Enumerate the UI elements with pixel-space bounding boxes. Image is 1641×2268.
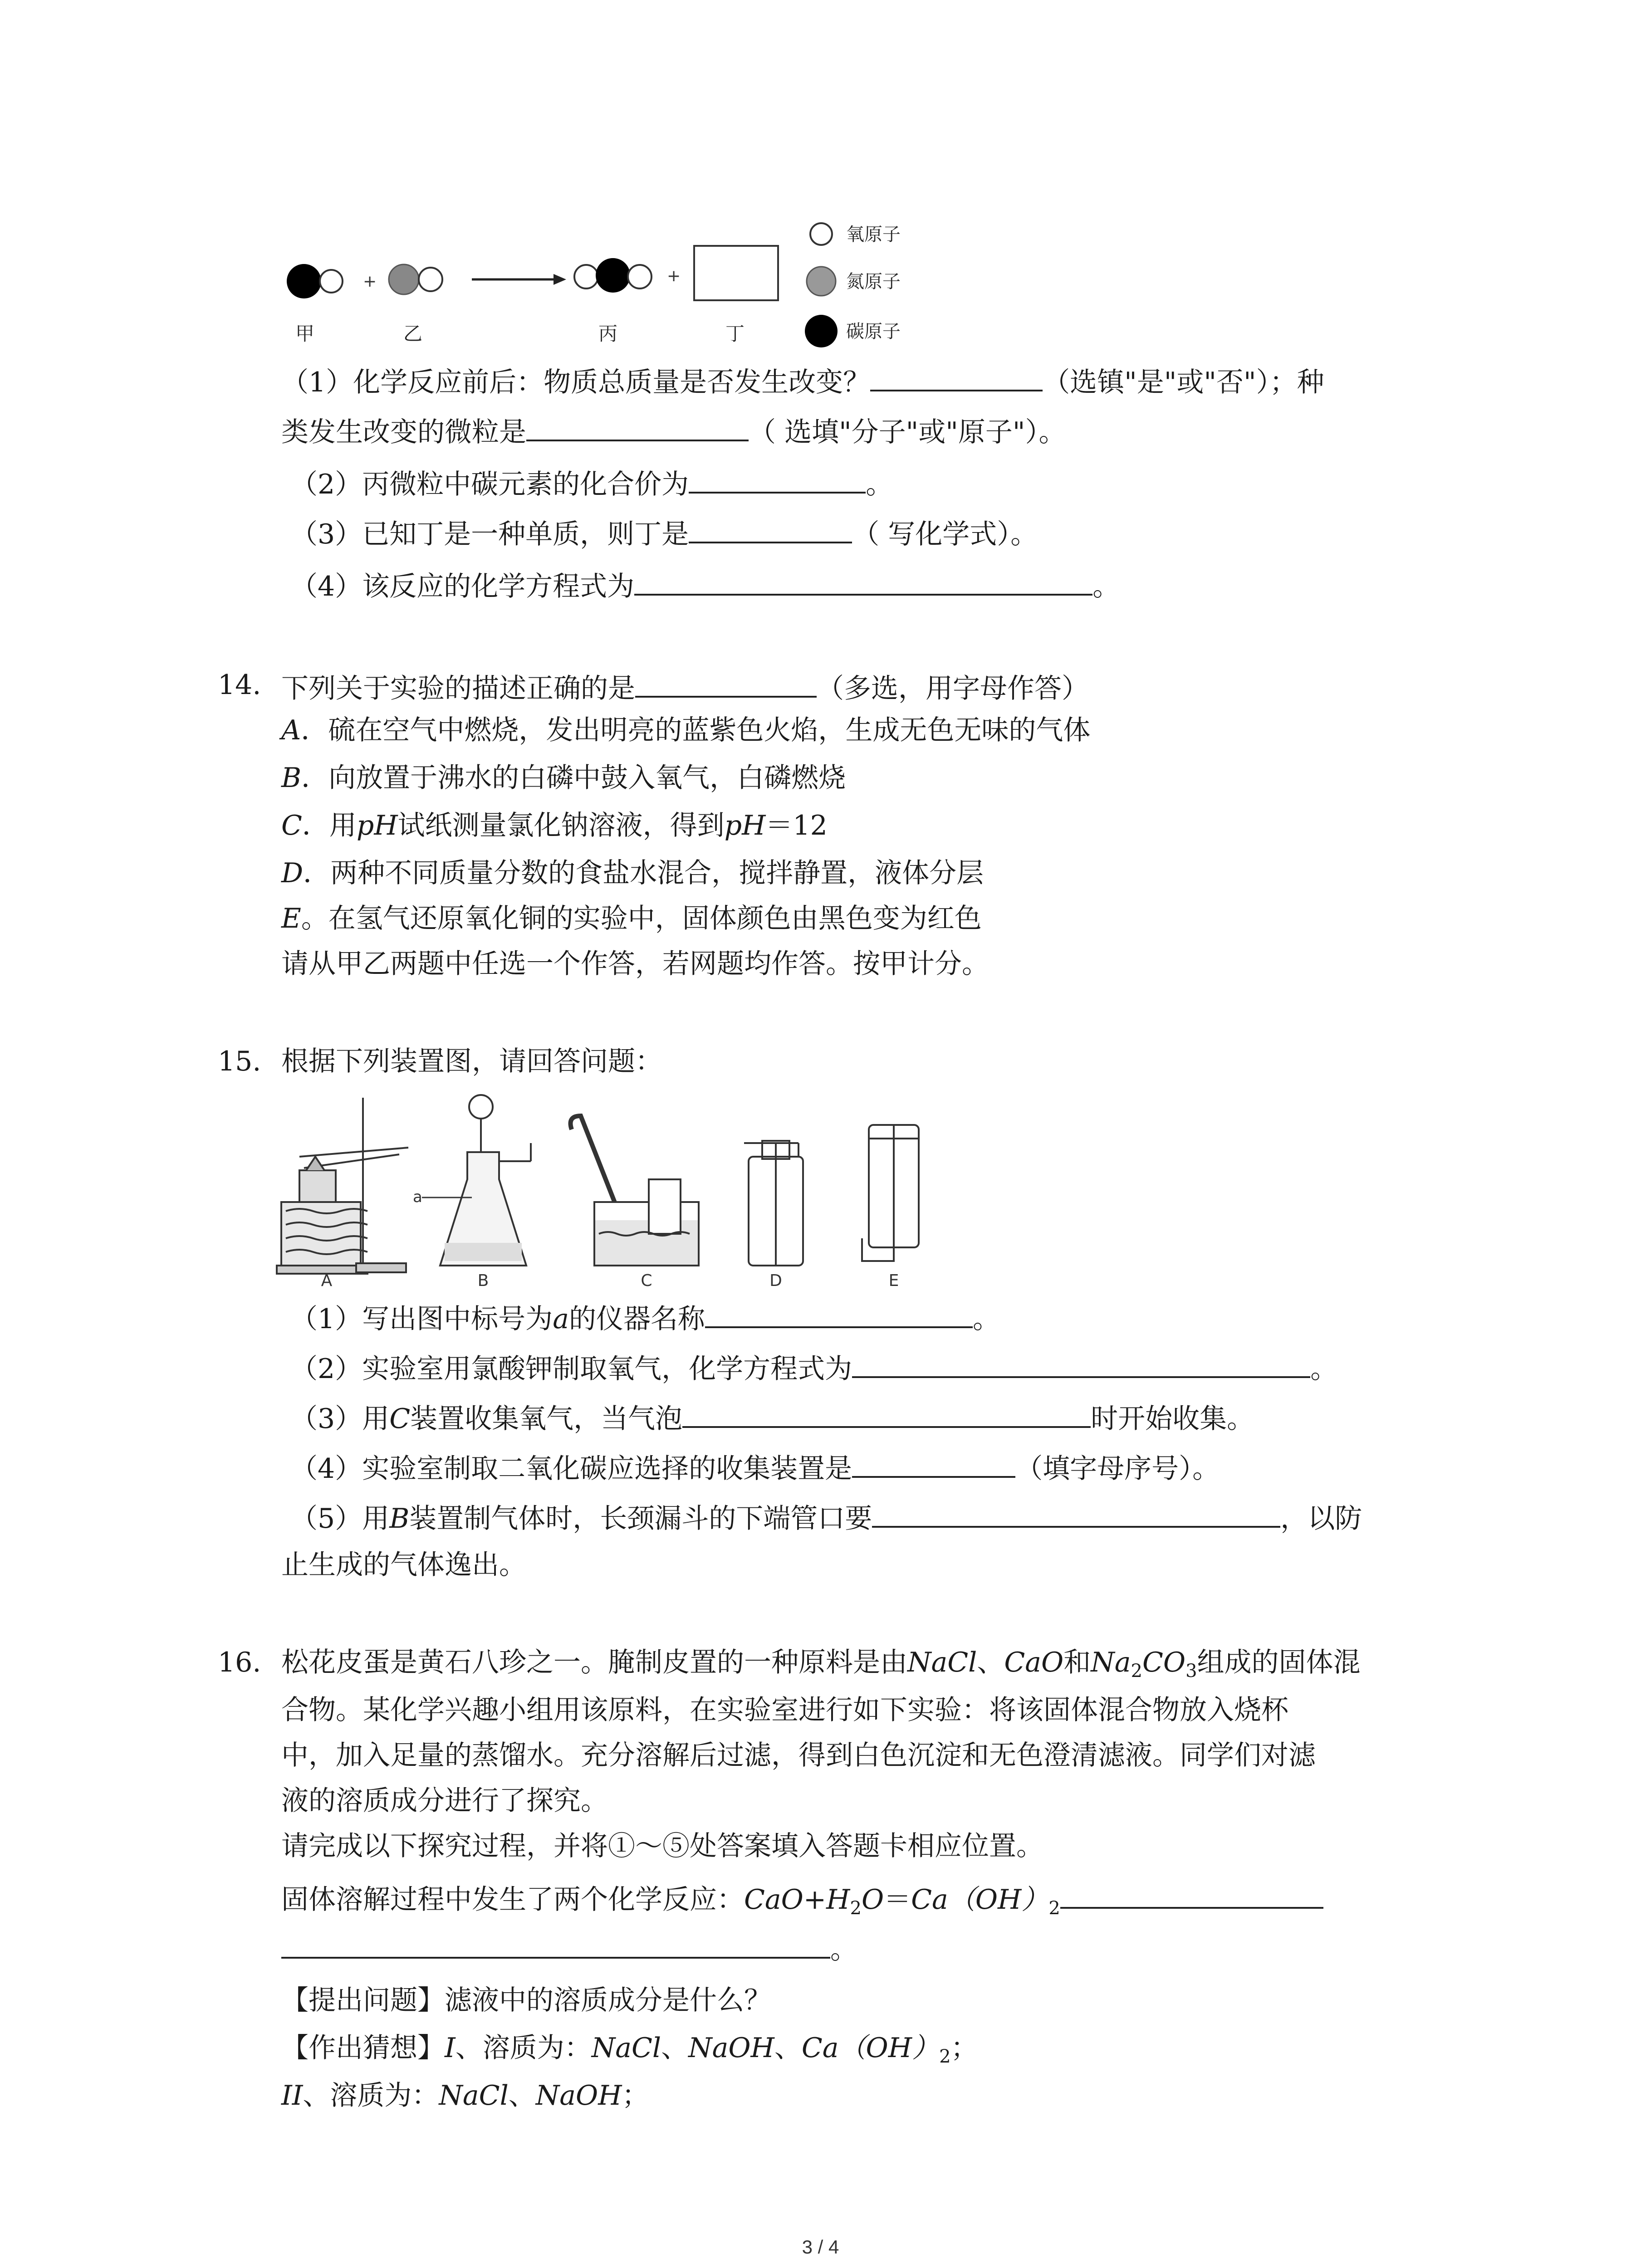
molecule-diagram	[263, 209, 944, 358]
q13-p1-hint2: （ 选填"分子"或"原子"）。	[749, 416, 1066, 448]
q15-p1-answer-blank[interactable]	[705, 1297, 973, 1328]
q13-p1-text2: 类发生改变的微粒是	[281, 416, 526, 448]
plus-sign: +	[667, 267, 681, 285]
label-yi: 乙	[403, 323, 423, 345]
q14-stem	[281, 667, 1089, 707]
q15-part1: （1）写出图中标号为a的仪器名称 。	[290, 1297, 1000, 1337]
q14-option-b: B．向放置于沸水的白磷中鼓入氧气，白磷燃烧	[281, 762, 846, 794]
label-bing: 丙	[598, 323, 618, 345]
q16-line1: 松花皮蛋是黄石八珍之一。腌制皮置的一种原料是由NaCl、CaO和$Na_2CO_3$组成的固体混	[281, 1647, 1361, 1681]
carbon-atom-icon	[287, 264, 321, 298]
legend-nitrogen-label: 氮原子	[846, 271, 901, 292]
q16-equation-answer-blank2[interactable]	[281, 1928, 830, 1959]
q15-stem: 根据下列装置图，请回答问题：	[281, 1046, 662, 1077]
q13-p4-text: （4）该反应的化学方程式为	[290, 571, 635, 602]
q15-p4-answer-blank[interactable]	[852, 1447, 1015, 1478]
q13-part4	[290, 565, 1120, 605]
legend-carbon-icon	[805, 315, 838, 347]
q16-line5: 请完成以下探究过程，并将①～⑤处答案填入答题卡相应位置。	[281, 1830, 1043, 1862]
q13-p4-answer-blank[interactable]	[634, 565, 1092, 596]
q15-part5-cont: 止生成的气体逸出。	[281, 1549, 526, 1581]
q15-number: 15.	[218, 1046, 261, 1077]
q13-p1-answer-blank2[interactable]	[526, 411, 749, 441]
q16-line3: 中，加入足量的蒸馏水。充分溶解后过滤，得到白色沉淀和无色澄清滤液。同学们对滤	[281, 1740, 1316, 1771]
apparatus-c-icon	[571, 1116, 699, 1266]
q16-number: 16.	[218, 1647, 261, 1678]
legend-oxygen-icon	[810, 223, 832, 245]
label-c: C	[641, 1271, 652, 1288]
label-funnel-a: a	[413, 1188, 422, 1206]
arrow-icon	[554, 274, 566, 285]
plus-sign: +	[363, 272, 377, 291]
q15-p3-answer-blank[interactable]	[682, 1397, 1091, 1428]
q15-p5-answer-blank[interactable]	[872, 1497, 1280, 1528]
label-e: E	[888, 1271, 899, 1288]
oxygen-atom-icon	[574, 265, 598, 288]
q13-p1-hint: （选镇"是"或"否"）；种	[1043, 367, 1324, 398]
q15-part5: （5）用B装置制气体时，长颈漏斗的下端管口要 ，以防	[290, 1497, 1362, 1537]
apparatus-b-icon	[422, 1095, 531, 1266]
legend-nitrogen-icon	[807, 267, 836, 296]
label-ding: 丁	[725, 323, 745, 345]
q13-p3-hint: （ 写化学式）。	[852, 518, 1038, 550]
q13-part1-line2	[281, 411, 1066, 450]
apparatus-d-icon	[744, 1141, 803, 1266]
q15-p2-answer-blank[interactable]	[852, 1347, 1310, 1378]
q13-p4-end: 。	[1092, 571, 1120, 602]
q13-p3-text: （3）已知丁是一种单质，则丁是	[290, 518, 689, 550]
label-d: D	[769, 1271, 782, 1288]
q13-p3-answer-blank[interactable]	[689, 513, 852, 543]
q16-hypothesis-1: 【作出猜想】I、溶质为：NaCl、NaOH、$Ca(OH)_2$；	[281, 2032, 978, 2067]
q16-question: 【提出问题】滤液中的溶质成分是什么？	[281, 1984, 771, 2016]
label-b: B	[477, 1271, 489, 1288]
q14-option-d: D．两种不同质量分数的食盐水混合，搅拌静置，液体分层	[281, 857, 984, 889]
q14-stem-text: 下列关于实验的描述正确的是	[281, 673, 635, 704]
unknown-product-box	[694, 246, 778, 300]
legend-carbon-label: 碳原子	[846, 321, 901, 342]
q15-part3: （3）用C装置收集氧气，当气泡 时开始收集。	[290, 1397, 1254, 1437]
q13-part3	[290, 513, 1038, 552]
q13-part1-line1	[281, 361, 1324, 401]
q16-hypothesis-2: II、溶质为：NaCl、NaOH；	[281, 2080, 649, 2112]
q14-option-c: C．用pH试纸测量氯化钠溶液，得到pH＝12	[281, 810, 828, 841]
carbon-atom-icon	[596, 258, 630, 293]
q13-p1-answer-blank[interactable]	[870, 361, 1043, 391]
q14-note: 请从甲乙两题中任选一个作答，若网题均作答。按甲计分。	[281, 948, 989, 980]
q15-part2: （2）实验室用氯酸钾制取氧气，化学方程式为 。	[290, 1347, 1337, 1387]
label-jia: 甲	[295, 323, 315, 345]
page-number: 3 / 4	[802, 2236, 839, 2258]
q13-p2-text: （2）丙微粒中碳元素的化合价为	[290, 469, 689, 500]
apparatus-a-icon	[277, 1098, 408, 1274]
oxygen-atom-icon	[419, 268, 442, 291]
q13-part2	[290, 463, 893, 503]
q16-line4: 液的溶质成分进行了探究。	[281, 1785, 608, 1817]
apparatus-e-icon	[862, 1125, 919, 1261]
q13-p1-text: （1）化学反应前后：物质总质量是否发生改变？	[281, 367, 871, 398]
q13-p2-answer-blank[interactable]	[689, 463, 866, 494]
oxygen-atom-icon	[320, 270, 343, 293]
q14-option-a: A．硫在空气中燃烧，发出明亮的蓝紫色火焰，生成无色无味的气体	[281, 714, 1091, 746]
q14-option-e: E。在氢气还原氧化铜的实验中，固体颜色由黑色变为红色	[281, 903, 982, 934]
oxygen-atom-icon	[628, 265, 652, 288]
apparatus-diagram	[272, 1089, 962, 1288]
q15-part4: （4）实验室制取二氧化碳应选择的收集装置是 （填字母序号）。	[290, 1447, 1220, 1487]
q14-stem-hint: （多选，用字母作答）	[817, 673, 1089, 704]
label-a: A	[321, 1271, 333, 1288]
q13-p2-end: 。	[866, 469, 893, 500]
legend-oxygen-label: 氧原子	[846, 224, 901, 245]
q14-number: 14.	[218, 669, 261, 701]
q16-line2: 合物。某化学兴趣小组用该原料，在实验室进行如下实验：将该固体混合物放入烧杯	[281, 1694, 1288, 1726]
q16-line7: 。	[281, 1928, 857, 1968]
q14-answer-blank[interactable]	[635, 667, 817, 698]
nitrogen-atom-icon	[389, 264, 419, 294]
q16-line6: 固体溶解过程中发生了两个化学反应：$CaO+H_2O=Ca(OH)_2$	[281, 1878, 1323, 1926]
q16-equation-answer-blank[interactable]	[1060, 1878, 1323, 1909]
